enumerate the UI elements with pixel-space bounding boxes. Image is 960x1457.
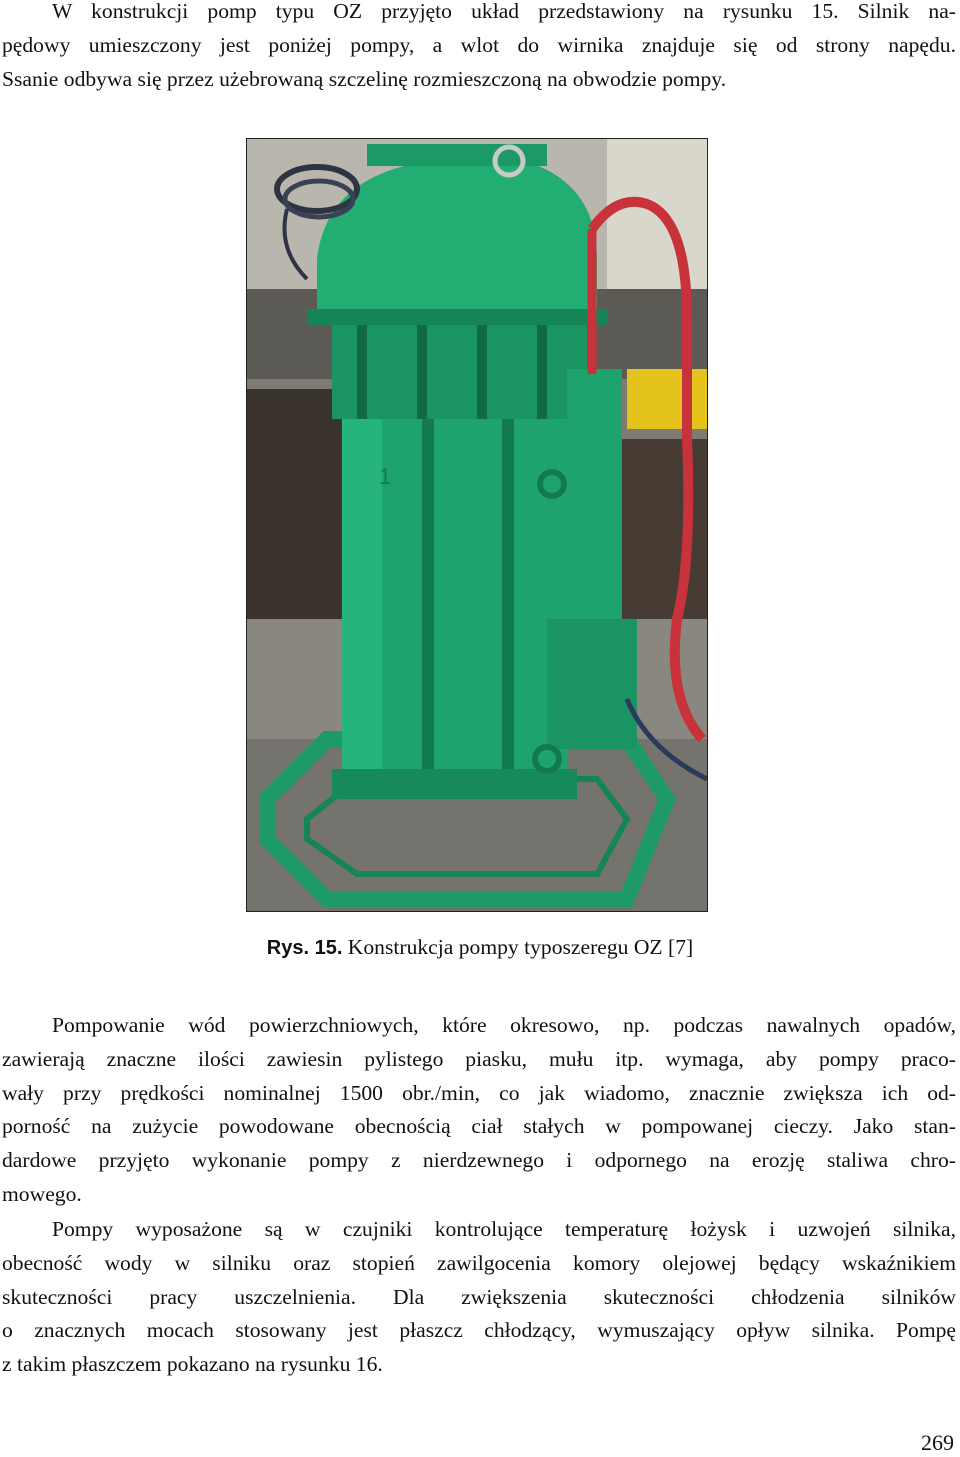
text-line: z takim płaszczem pokazano na rysunku 16. xyxy=(2,1352,383,1377)
text-line: wały przy prędkości nominalnej 1500 obr./min, co jak wiadomo, znacznie zwiększa ich od- xyxy=(2,1080,956,1105)
text-line: Pompowanie wód powierzchniowych, które okresowo, np. podczas nawalnych opadów, xyxy=(52,1013,956,1037)
pump-photo-illustration xyxy=(247,139,707,911)
figure-pump-photo xyxy=(246,138,708,912)
page-number: 269 xyxy=(921,1430,954,1455)
text-line: skuteczności pracy uszczelnienia. Dla zwiększenia skuteczności chłodzenia silników xyxy=(2,1284,956,1309)
text-line: dardowe przyjęto wykonanie pompy z nierdzewnego i odpornego na erozję staliwa chro- xyxy=(2,1148,956,1173)
text-line: mowego. xyxy=(2,1181,82,1206)
body-paragraph xyxy=(2,1213,956,1382)
text-line: W konstrukcji pomp typu OZ przyjęto układ przedstawiony na rysunku 15. Silnik na- xyxy=(52,0,956,23)
figure-label: Rys. 15. xyxy=(266,937,343,959)
text-line: zawierają znaczne ilości zawiesin pylistego piasku, mułu itp. wymaga, aby pompy praco- xyxy=(2,1046,956,1071)
body-paragraph xyxy=(2,1009,956,1212)
figure-caption-text: Konstrukcja pompy typoszeregu OZ [7] xyxy=(342,935,694,959)
intro-paragraph xyxy=(2,0,956,96)
text-line: Pompy wyposażone są w czujniki kontrolujące temperaturę łożysk i uzwojeń silnika, xyxy=(52,1217,956,1241)
text-line: obecność wody w silniku oraz stopień zawilgocenia komory olejowej będący wskaźnikiem xyxy=(2,1250,956,1275)
figure-caption xyxy=(0,935,960,960)
pump-body-marking: 1 xyxy=(379,464,392,489)
text-line: Ssanie odbywa się przez użebrowaną szczelinę rozmieszczoną na obwodzie pompy. xyxy=(2,66,727,91)
text-line: pędowy umieszczony jest poniżej pompy, a wlot do wirnika znajduje się od strony napędu. xyxy=(2,32,956,57)
text-line: porność na zużycie powodowane obecnością ciał stałych w pompowanej cieczy. Jako stan- xyxy=(2,1114,956,1139)
text-line: o znacznych mocach stosowany jest płaszcz chłodzący, wymuszający opływ silnika. Pompę xyxy=(2,1318,956,1343)
